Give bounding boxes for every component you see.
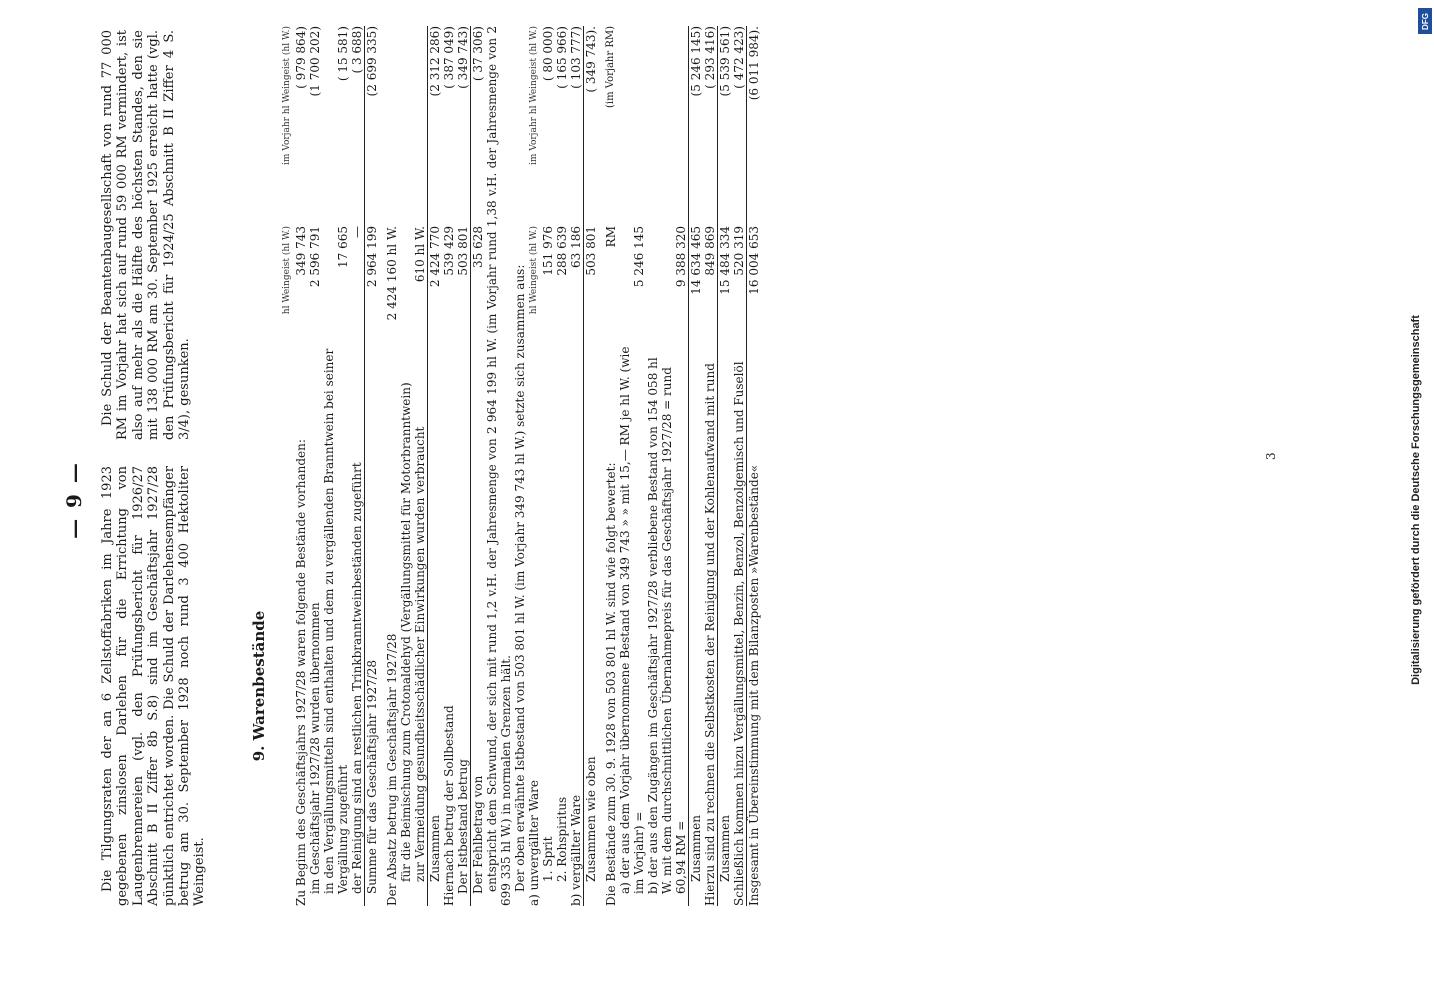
fehlbetrag-row: Der Fehlbetrag von 35 628 ( 37 306) bbox=[470, 26, 485, 906]
ledger-row: Zu Beginn des Geschäftsjahrs 1927/28 waren folgende Bestände vorhanden: 349 743 ( 979 864) bbox=[294, 26, 308, 906]
zusammen-wie-oben-row: Zusammen wie oben 503 801 ( 349 743). bbox=[583, 26, 598, 906]
ledger-row: im Geschäftsjahr 1927/28 wurden übernommen 2 596 791 (1 700 202) bbox=[308, 26, 322, 894]
zusammen-row: Zusammen 15 484 334 (5 539 561) bbox=[717, 26, 732, 906]
sub-column-headers: a) unvergällter Ware hl Weingeist (hl W.) im Vorjahr hl Weingeist (hl W.) bbox=[527, 26, 541, 906]
inventory-row: 1. Sprit 151 976 ( 80 000) bbox=[541, 26, 555, 882]
page-number: — 9 — bbox=[62, 461, 86, 539]
fehlbetrag-text: entspricht dem Schwund, der sich mit rund 1,2 v.H. der Jahresmenge von 2 964 199 hl W. (im Vorjahr rund 1,38 v.H. der Jahresmenge von 2 699 335 hl W.) in normalen Grenzen hält. bbox=[485, 26, 513, 906]
digitization-notice: Digitalisierung gefördert durch die Deutsche Forschungsgemeinschaft bbox=[1410, 315, 1422, 685]
inventory-ledger bbox=[280, 26, 761, 906]
absatz-row: Der Absatz betrug im Geschäftsjahr 1927/28 2 424 160 hl W. bbox=[385, 226, 399, 906]
absatz-sub-row: für die Beimischung zum Crotonaldehyd (Vergällungsmittel für Motorbranntwein) zur Vermeidung gesundheitsschädlicher Einwirkungen wurden verbraucht 610 hl W. bbox=[399, 226, 427, 882]
valuation-row-b: b) der aus den Zugängen im Geschäftsjahr 1927/28 verbliebene Bestand von 154 058 hl W. mit dem durchschnittlichen Übernahmepreis für das Geschäftsjahr 1927/28 = rund 60,94 RM = 9 388 320 bbox=[646, 226, 688, 894]
valuation-row-a: a) der aus dem Vorjahr übernommene Bestand von 349 743 » » mit 15,— RM je hl W. (wie im Vorjahr) = 5 246 145 bbox=[618, 226, 646, 894]
insgesamt-row: Insgesamt in Übereinstimmung mit dem Bilanzposten »Warenbestände« 16 004 653 (6 011 984). bbox=[747, 26, 761, 906]
ledger-sum-row: Summe für das Geschäftsjahr 1927/28 2 964 199 (2 699 335) bbox=[364, 26, 379, 906]
zusammen-row: Zusammen 14 634 465 (5 246 145) bbox=[688, 26, 703, 906]
vergaellung-row: Schließlich kommen hinzu Vergällungsmittel, Benzin, Benzol, Benzolgemisch und Fuselöl 520 319 ( 472 423) bbox=[732, 26, 746, 906]
sheet-mark: 3 bbox=[1264, 452, 1278, 460]
section-heading: 9. Warenbestände bbox=[250, 610, 268, 762]
istbestand-text: Der oben erwähnte Istbestand von 503 801 hl W. (im Vorjahr 349 743 hl W.) setzte sich zusammen aus: bbox=[513, 264, 527, 892]
left-paragraph: Die Tilgungsraten der an 6 Zellstoffabriken im Jahre 1923 gegebenen zinslosen Darlehen für die Errichtung von Laugenbrennereien (vgl. den Prüfungsbericht für 1926/27 Abschnitt B II Ziffer 8b S.8) sind im Geschäftsjahr 1927/28 pünktlich entrichtet worden. Die Schuld der Darlehensempfänger betrug am 30. September 1928 noch rund 3 400 Hektoliter Weingeist. bbox=[100, 466, 208, 906]
inventory-row: 2. Rohspiritus 288 639 ( 165 966) bbox=[555, 26, 569, 882]
sollbestand-row: Hiernach betrug der Sollbestand 539 429 ( 387 049) bbox=[442, 26, 456, 906]
right-paragraph: Die Schuld der Beamtenbaugesellschaft von rund 77 000 RM im Vorjahr hat sich auf rund 59 000 RM vermindert, ist also auf mehr als die Hälfte des höchsten Standes, den sie mit 138 000 RM am 30. September 1925 erreicht hatte (vgl. den Prüfungsbericht für 1924/25 Abschnitt B II Ziffer 4 S. 3/4), gesunken. bbox=[100, 30, 193, 440]
dfg-logo: DFG bbox=[1418, 8, 1432, 34]
zusammen-row: Zusammen 2 424 770 (2 312 286) bbox=[427, 26, 442, 906]
valuation-header-row: Die Bestände zum 30. 9. 1928 von 503 801 hl W. sind wie folgt bewertet: RM (im Vorjahr RM) bbox=[604, 26, 618, 906]
selbstkosten-row: Hierzu sind zu rechnen die Selbstkosten der Reinigung und der Kohlenaufwand mit rund 849 869 ( 293 416) bbox=[703, 26, 717, 906]
ledger-row: in den Vergällungsmitteln sind enthalten und dem zu vergällenden Branntwein bei seiner Vergällung zugeführt 17 665 ( 15 581) bbox=[322, 26, 350, 894]
inventory-row: b) vergällter Ware 63 186 ( 103 777) bbox=[569, 26, 583, 906]
ledger-row: der Reinigung sind an restlichen Trinkbranntweinbeständen zugeführt — ( 3 688) bbox=[350, 26, 364, 894]
istbestand-row: Der Istbestand betrug 503 801 ( 349 743) bbox=[456, 26, 470, 894]
column-headers: hl Weingeist (hl W.) im Vorjahr hl Weingeist (hl W.) bbox=[282, 26, 292, 315]
